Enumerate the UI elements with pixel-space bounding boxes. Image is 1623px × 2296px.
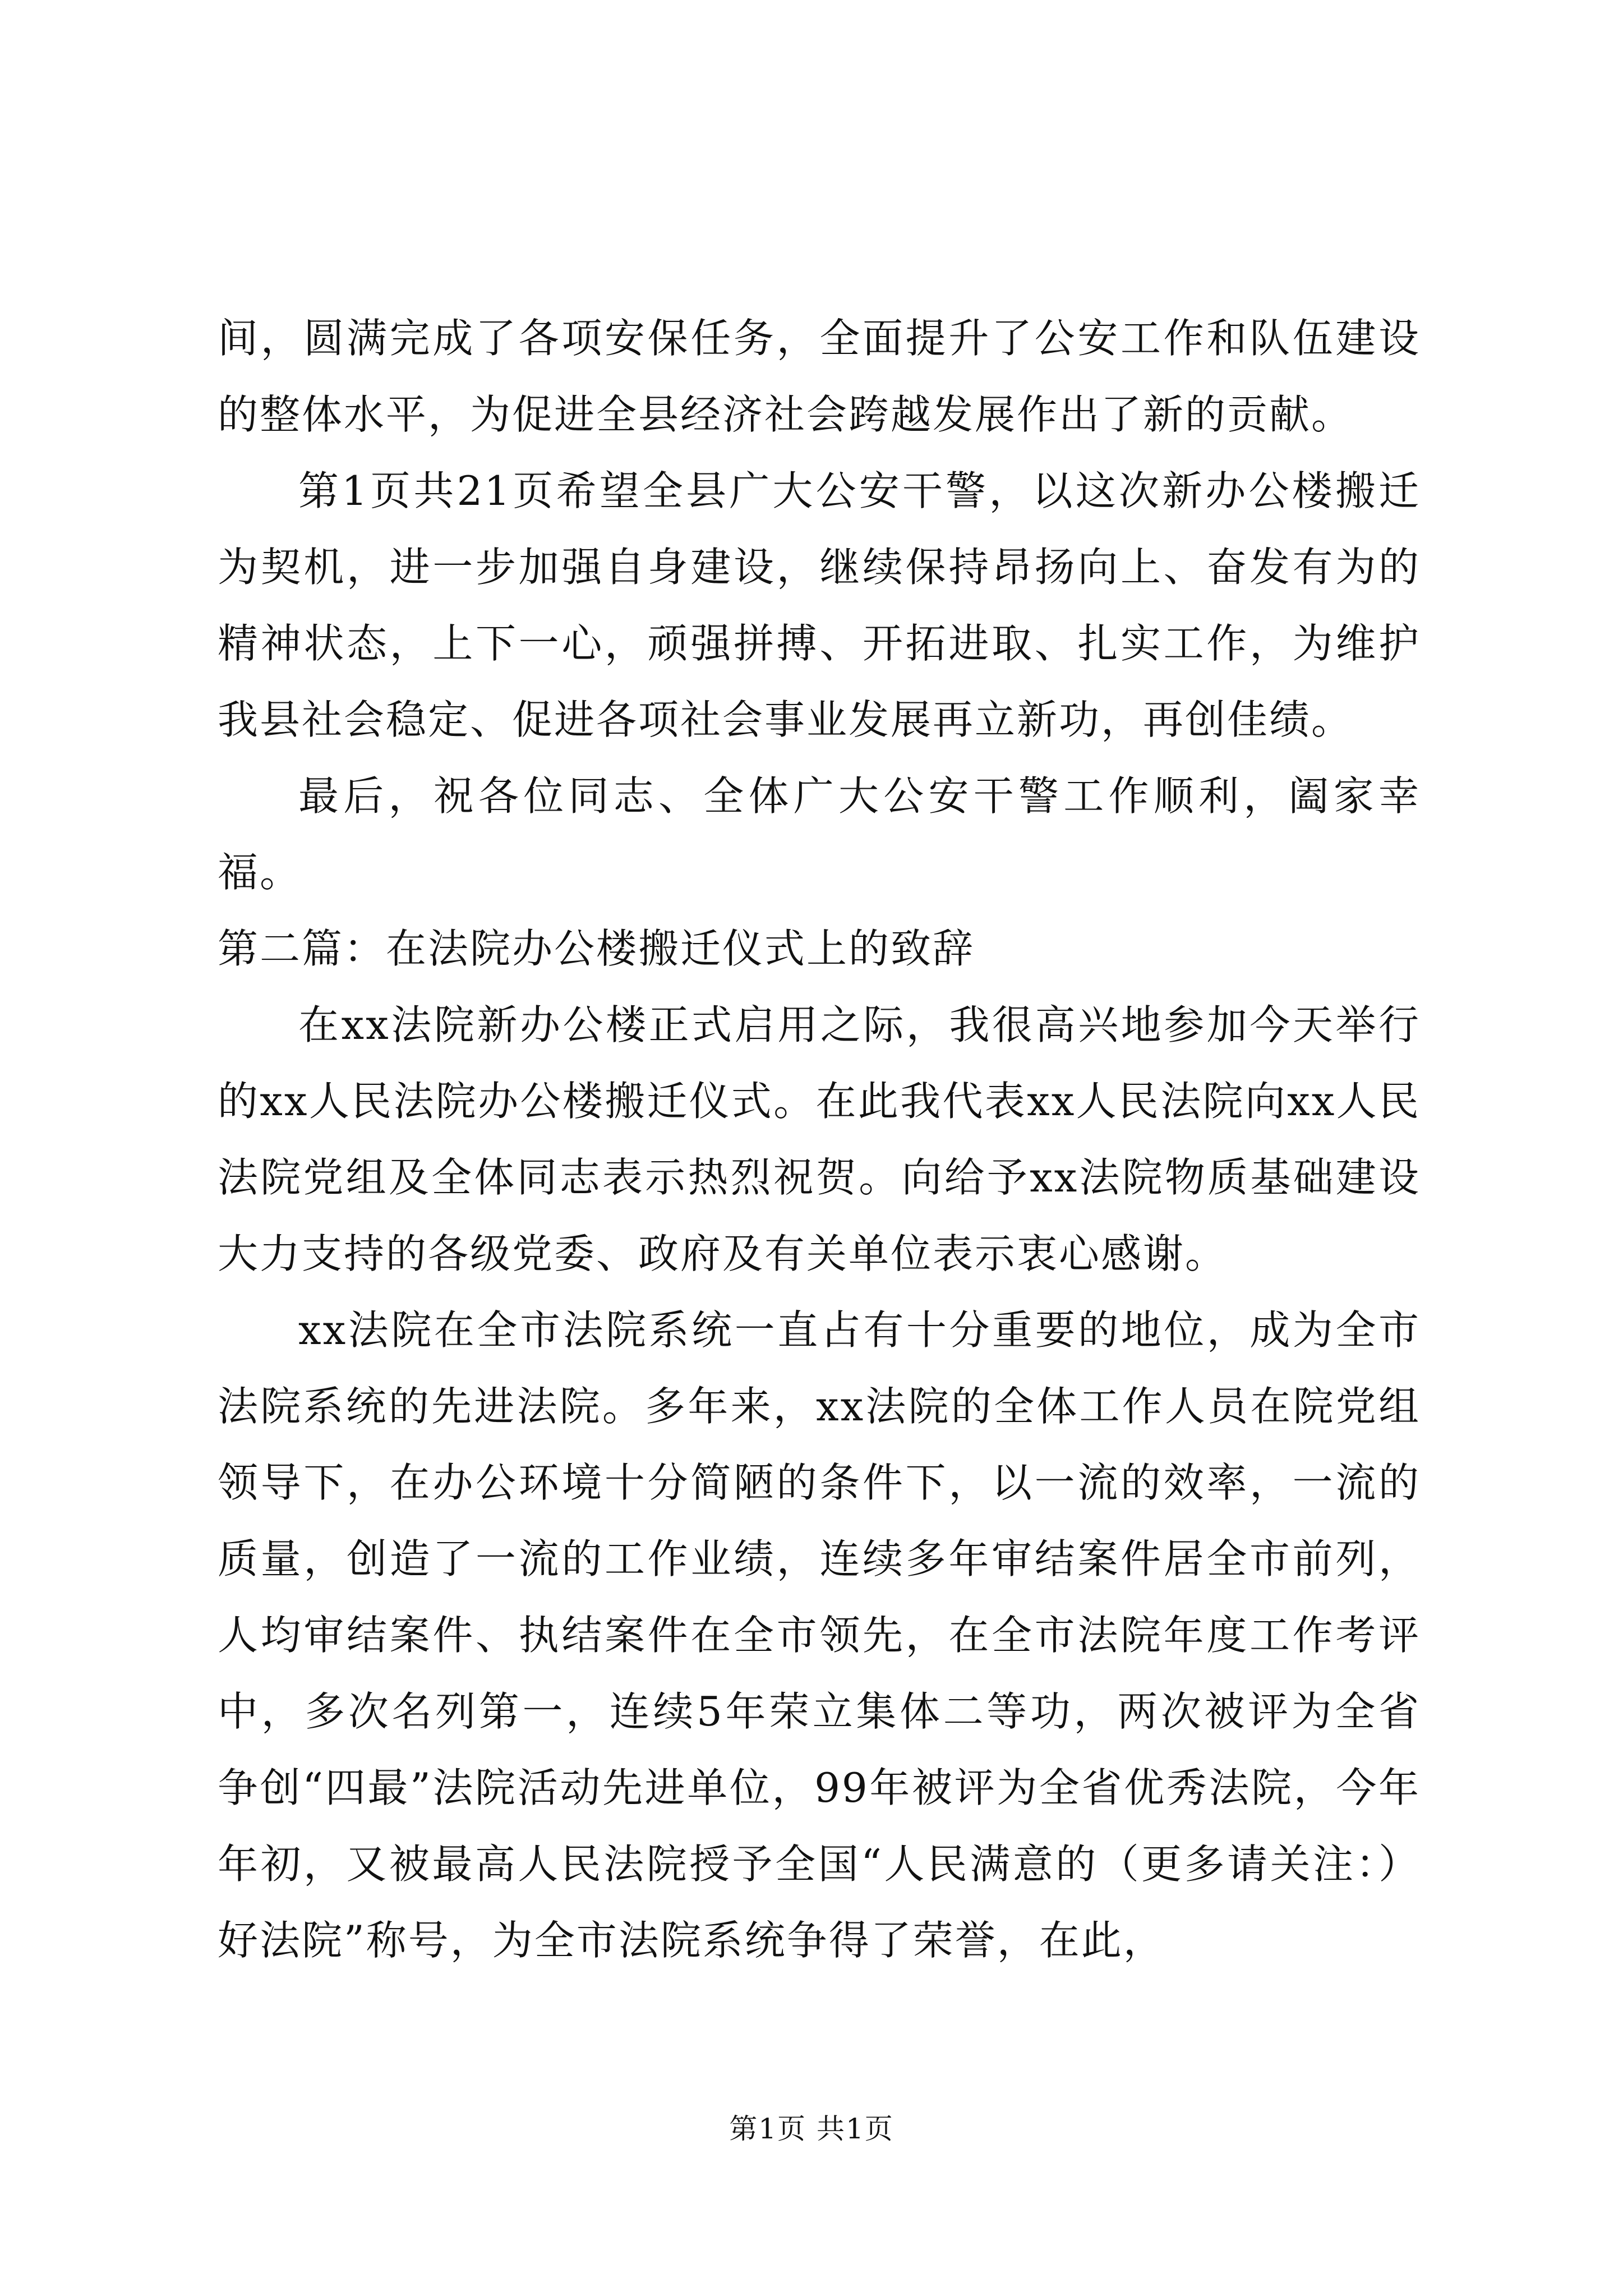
paragraph-closing-wishes: 最后，祝各位同志、全体广大公安干警工作顺利，阖家幸福。 xyxy=(218,772,1421,896)
paragraph-opening: 在xx法院新办公楼正式启用之际，我很高兴地参加今天举行的xx人民法院办公楼搬迁仪式。在此我代表xx人民法院向xx人民法院党组及全体同志表示热烈祝贺。向给予xx法院物质基础建设大力支持的各级党委、政府及有关单位表示衷心感谢。 xyxy=(218,1001,1421,1277)
paragraph-achievements: xx法院在全市法院系统一直占有十分重要的地位，成为全市法院系统的先进法院。多年来，xx法院的全体工作人员在院党组领导下，在办公环境十分简陋的条件下，以一流的效率，一流的质量，创造了一流的工作业绩，连续多年审结案件居全市前列，人均审结案件、执结案件在全市领先，在全市法院年度工作考评中，多次名列第一，连续5年荣立集体二等功，两次被评为全省争创“四最”法院活动先进单位，99年被评为全省优秀法院，今年年初，又被最高人民法院授予全国“人民满意的（更多请关注：）好法院”称号，为全市法院系统争得了荣誉，在此， xyxy=(218,1306,1421,1964)
paragraph-hope: 第1页共21页希望全县广大公安干警，以这次新办公楼搬迁为契机，进一步加强自身建设，继续保持昂扬向上、奋发有为的精神状态，上下一心，顽强拼搏、开拓进取、扎实工作，为维护我县社会稳定、促进各项社会事业发展再立新功，再创佳绩。 xyxy=(218,467,1421,743)
document-body xyxy=(218,300,1421,1978)
page-footer: 第1页 共1页 xyxy=(729,2113,894,2145)
section-heading: 第二篇：在法院办公楼搬迁仪式上的致辞 xyxy=(218,925,975,972)
paragraph-continuation: 间，圆满完成了各项安保任务，全面提升了公安工作和队伍建设的整体水平，为促进全县经济社会跨越发展作出了新的贡献。 xyxy=(218,315,1421,438)
